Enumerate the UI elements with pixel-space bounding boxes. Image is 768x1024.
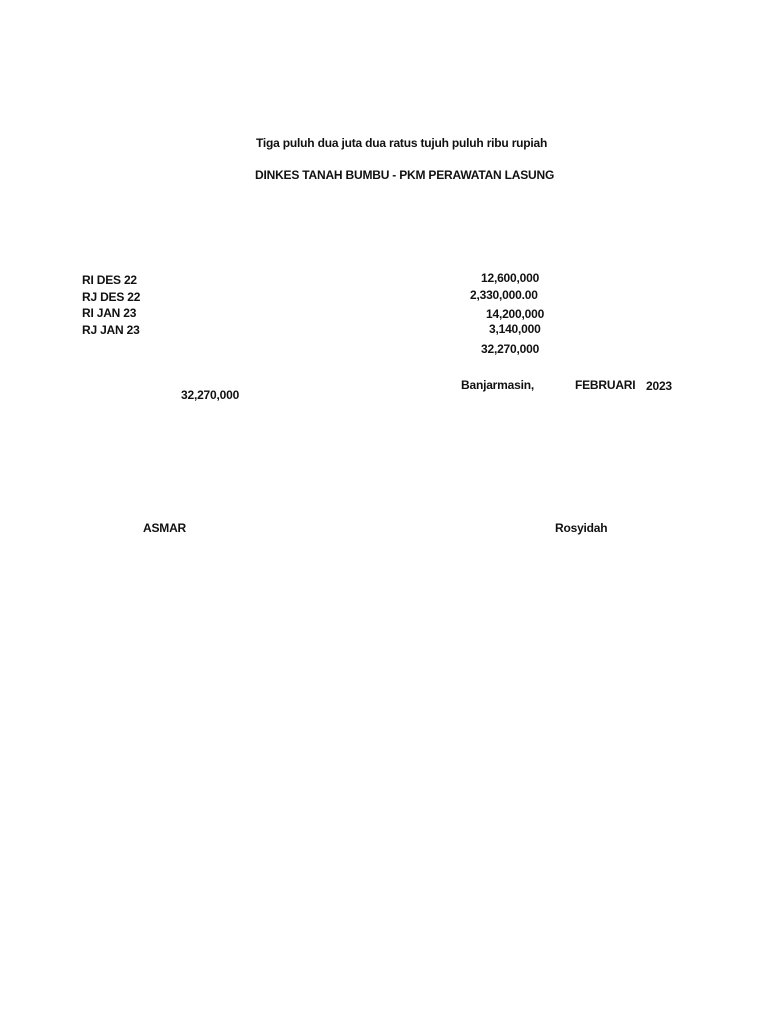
recipient-title: DINKES TANAH BUMBU - PKM PERAWATAN LASUNG — [255, 168, 555, 182]
amount-left: 32,270,000 — [181, 388, 240, 402]
year-label: 2023 — [646, 379, 672, 393]
line-item-amount: 2,330,000.00 — [470, 288, 538, 302]
line-item-amount: 3,140,000 — [489, 322, 541, 336]
month-label: FEBRUARI — [575, 378, 636, 392]
total-amount: 32,270,000 — [481, 342, 540, 356]
line-item-amount: 14,200,000 — [486, 307, 545, 321]
line-item-label: RJ DES 22 — [82, 290, 141, 304]
line-item-label: RI JAN 23 — [82, 306, 137, 320]
line-item-label: RI DES 22 — [82, 273, 137, 287]
amount-in-words: Tiga puluh dua juta dua ratus tujuh puluh ribu rupiah — [256, 136, 548, 150]
signer-left: ASMAR — [143, 521, 186, 535]
signer-right: Rosyidah — [555, 521, 608, 535]
line-item-label: RJ JAN 23 — [82, 323, 140, 337]
line-item-amount: 12,600,000 — [481, 271, 540, 285]
place-label: Banjarmasin, — [461, 378, 534, 392]
